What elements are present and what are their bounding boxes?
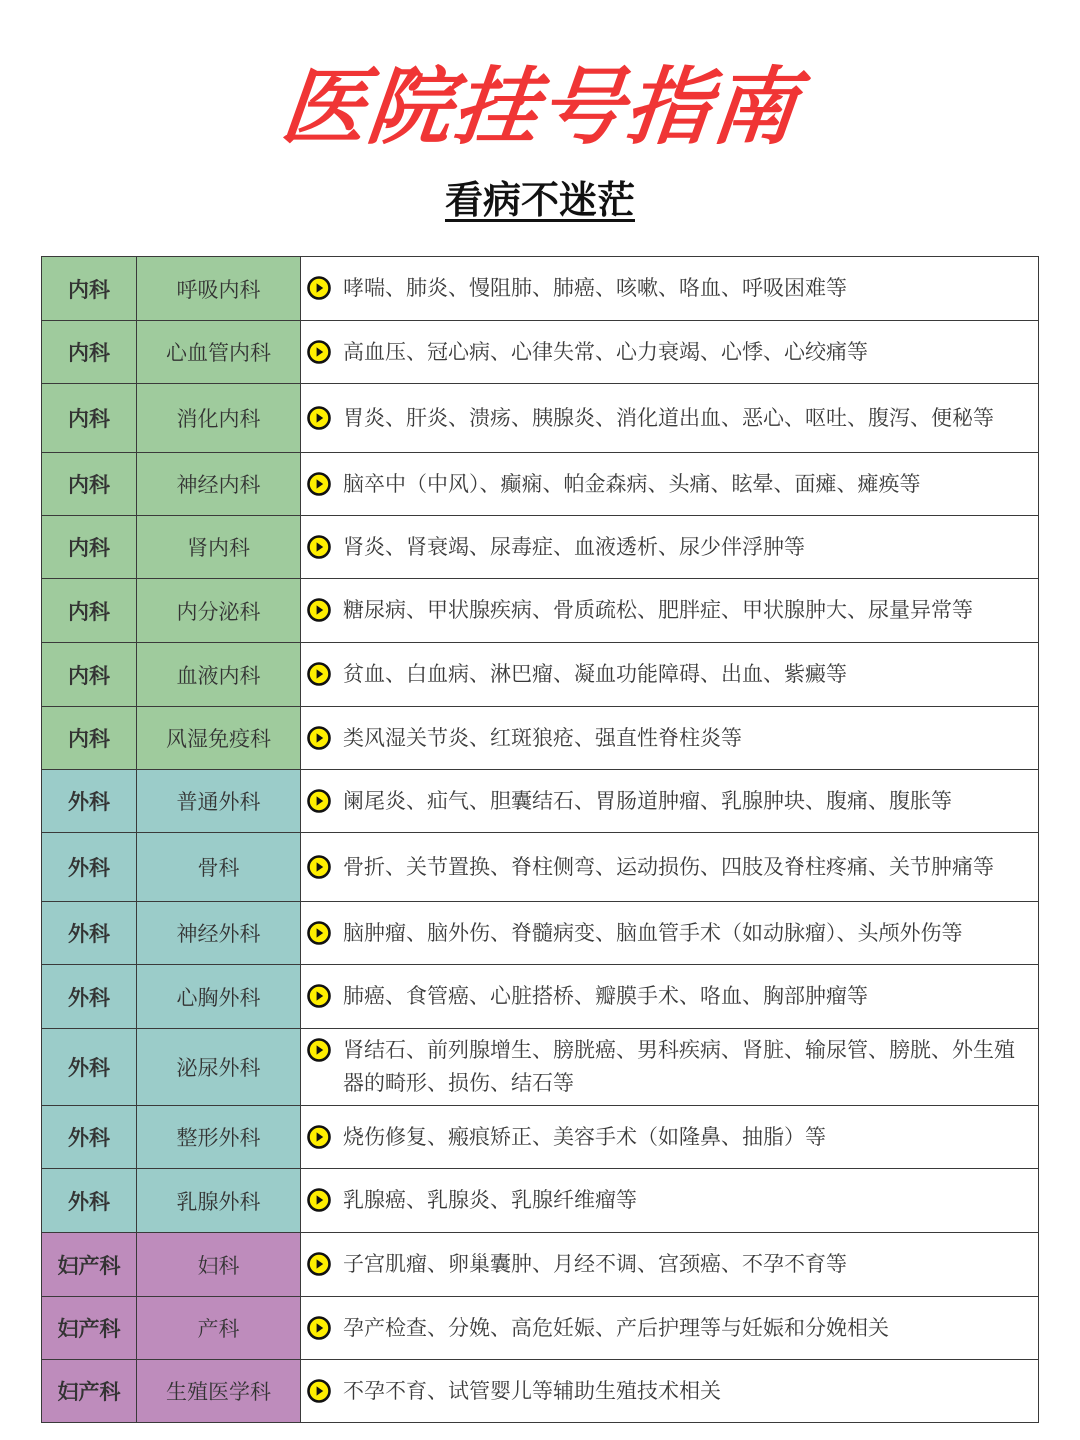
play-circle-icon [307,598,331,622]
table-row [42,643,1039,707]
play-circle-icon [307,984,331,1008]
table-row [42,902,1039,965]
category-cell [42,1360,137,1423]
department-label: 内分泌科 [176,599,261,624]
department-cell [137,1029,301,1106]
page-title: 医院挂号指南 [276,58,804,156]
conditions-text: 不孕不育、试管婴儿等辅助生殖技术相关 [343,1378,721,1403]
department-cell [137,902,301,965]
category-label: 内科 [68,407,110,431]
table-row [42,1106,1039,1169]
conditions-cell [301,1297,1039,1360]
department-cell [137,707,301,770]
department-cell [137,579,301,643]
category-label: 外科 [68,985,110,1010]
department-label: 消化内科 [176,407,261,431]
conditions-cell [301,1360,1039,1423]
department-label: 呼吸内科 [176,277,261,302]
category-label: 内科 [68,473,110,497]
department-label: 产科 [197,1317,240,1341]
table-row [42,1029,1039,1106]
conditions-cell [301,453,1039,516]
category-label: 内科 [68,663,110,688]
conditions-text: 胃炎、肝炎、溃疡、胰腺炎、消化道出血、恶心、呕吐、腹泻、便秘等 [343,405,994,430]
department-label: 妇科 [197,1253,240,1278]
department-guide-table [41,256,1039,1423]
play-circle-icon [307,472,331,496]
department-label: 心胸外科 [176,985,261,1010]
category-label: 外科 [68,922,110,946]
department-cell [137,770,301,833]
subtitle-text: 看病不迷茫 [444,178,635,222]
play-circle-icon [307,855,331,879]
category-cell [42,965,137,1029]
department-cell [137,833,301,902]
category-cell [42,707,137,770]
category-cell [42,516,137,579]
conditions-cell [301,965,1039,1029]
conditions-text: 骨折、关节置换、脊柱侧弯、运动损伤、四肢及脊柱疼痛、关节肿痛等 [343,854,994,879]
conditions-cell [301,1106,1039,1169]
category-label: 内科 [68,599,110,624]
category-cell [42,1029,137,1106]
conditions-text: 阑尾炎、疝气、胆囊结石、胃肠道肿瘤、乳腺肿块、腹痛、腹胀等 [343,788,952,813]
category-cell [42,1169,137,1233]
category-label: 妇产科 [57,1317,121,1341]
play-circle-icon [307,276,331,300]
department-label: 骨科 [197,856,240,880]
department-cell [137,1106,301,1169]
play-circle-icon [307,726,331,750]
department-label: 普通外科 [176,790,261,814]
category-label: 外科 [68,1189,110,1214]
conditions-text: 子宫肌瘤、卵巢囊肿、月经不调、宫颈癌、不孕不育等 [343,1252,847,1276]
category-cell [42,453,137,516]
play-circle-icon [307,789,331,813]
conditions-cell [301,384,1039,453]
conditions-text: 肺癌、食管癌、心脏搭桥、瓣膜手术、咯血、胸部肿瘤等 [343,984,868,1008]
play-circle-icon [307,1125,331,1149]
table-row [42,516,1039,579]
conditions-text: 贫血、白血病、淋巴瘤、凝血功能障碍、出血、紫癜等 [343,662,847,686]
department-label: 乳腺外科 [176,1189,261,1214]
table-row [42,1233,1039,1297]
play-circle-icon [307,406,331,430]
conditions-text: 孕产检查、分娩、高危妊娠、产后护理等与妊娠和分娩相关 [343,1315,889,1340]
conditions-text: 高血压、冠心病、心律失常、心力衰竭、心悸、心绞痛等 [343,339,868,364]
category-cell [42,1106,137,1169]
department-label: 整形外科 [176,1126,261,1150]
conditions-text: 哮喘、肺炎、慢阻肺、肺癌、咳嗽、咯血、呼吸困难等 [343,276,847,300]
conditions-cell [301,321,1039,384]
play-circle-icon [307,1188,331,1212]
conditions-cell [301,643,1039,707]
category-cell [42,257,137,321]
department-cell [137,1360,301,1423]
table-row [42,579,1039,643]
conditions-text: 烧伤修复、瘢痕矫正、美容手术（如隆鼻、抽脂）等 [343,1124,826,1149]
play-circle-icon [307,1038,331,1062]
category-label: 外科 [68,1126,110,1150]
table-row [42,1169,1039,1233]
page-subtitle [0,172,1080,228]
conditions-cell [301,1233,1039,1297]
category-cell [42,833,137,902]
department-label: 心血管内科 [166,341,271,365]
department-cell [137,1297,301,1360]
play-circle-icon [307,535,331,559]
conditions-cell [301,902,1039,965]
department-cell [137,965,301,1029]
category-label: 外科 [68,1056,110,1080]
play-circle-icon [307,1379,331,1403]
category-label: 内科 [68,727,110,751]
department-cell [137,384,301,453]
conditions-text: 肾结石、前列腺增生、膀胱癌、男科疾病、肾脏、输尿管、膀胱、外生殖器的畸形、损伤、结石等 [343,1038,1015,1095]
department-label: 神经内科 [176,473,261,497]
conditions-text: 脑肿瘤、脑外伤、脊髓病变、脑血管手术（如动脉瘤）、头颅外伤等 [343,920,963,945]
category-cell [42,579,137,643]
category-label: 内科 [68,277,110,302]
department-cell [137,321,301,384]
department-cell [137,453,301,516]
category-label: 外科 [68,790,110,814]
department-cell [137,257,301,321]
category-cell [42,643,137,707]
table-row [42,257,1039,321]
play-circle-icon [307,1252,331,1276]
category-label: 妇产科 [57,1380,121,1404]
table-row [42,321,1039,384]
department-cell [137,643,301,707]
table-row [42,453,1039,516]
department-label: 神经外科 [176,922,261,946]
department-label: 泌尿外科 [176,1056,261,1080]
conditions-text: 肾炎、肾衰竭、尿毒症、血液透析、尿少伴浮肿等 [343,534,805,559]
department-cell [137,1233,301,1297]
play-circle-icon [307,921,331,945]
department-label: 肾内科 [187,536,250,560]
category-label: 妇产科 [57,1253,121,1278]
conditions-text: 乳腺癌、乳腺炎、乳腺纤维瘤等 [343,1188,637,1212]
table-body [42,257,1039,1423]
table-row [42,1297,1039,1360]
department-label: 生殖医学科 [166,1380,271,1404]
category-cell [42,384,137,453]
conditions-text: 类风湿关节炎、红斑狼疮、强直性脊柱炎等 [343,725,742,750]
department-label: 血液内科 [176,663,261,688]
conditions-cell [301,707,1039,770]
play-circle-icon [307,340,331,364]
conditions-cell [301,1169,1039,1233]
table-row [42,833,1039,902]
category-cell [42,321,137,384]
conditions-text: 糖尿病、甲状腺疾病、骨质疏松、肥胖症、甲状腺肿大、尿量异常等 [343,598,973,622]
conditions-cell [301,579,1039,643]
play-circle-icon [307,662,331,686]
department-cell [137,1169,301,1233]
conditions-cell [301,1029,1039,1106]
conditions-cell [301,770,1039,833]
table-row [42,770,1039,833]
category-cell [42,902,137,965]
department-label: 风湿免疫科 [166,727,271,751]
table-row [42,707,1039,770]
category-cell [42,1297,137,1360]
conditions-cell [301,257,1039,321]
conditions-cell [301,833,1039,902]
category-label: 内科 [68,341,110,365]
category-label: 内科 [68,536,110,560]
table-row [42,384,1039,453]
category-label: 外科 [68,856,110,880]
conditions-text: 脑卒中（中风）、癫痫、帕金森病、头痛、眩晕、面瘫、瘫痪等 [343,471,921,496]
table-row [42,965,1039,1029]
category-cell [42,770,137,833]
department-cell [137,516,301,579]
play-circle-icon [307,1316,331,1340]
category-cell [42,1233,137,1297]
conditions-cell [301,516,1039,579]
table-row [42,1360,1039,1423]
